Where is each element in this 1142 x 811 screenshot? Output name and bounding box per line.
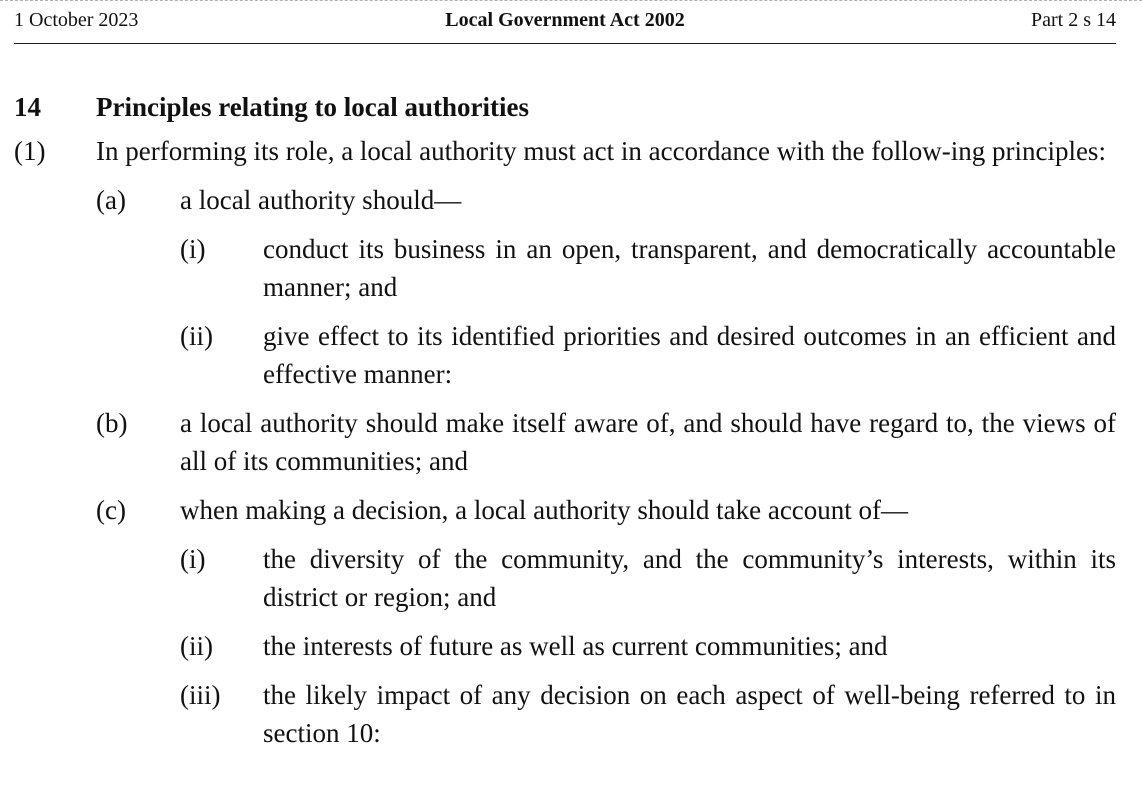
- header-reference: Part 2 s 14: [1031, 9, 1116, 31]
- paragraph-text: a local authority should—: [180, 185, 462, 215]
- subparagraph-text: conduct its business in an open, transparent, and democratically accountable manner; and: [263, 234, 1116, 302]
- subparagraph-label: (iii): [180, 680, 221, 710]
- subparagraph-c-ii: [14, 627, 1116, 665]
- subparagraph-label: (i): [180, 544, 206, 574]
- section-number: 14: [14, 92, 41, 122]
- subsection-label: (1): [14, 136, 46, 166]
- paragraph-a: [14, 181, 1116, 219]
- subparagraph-text: the diversity of the community, and the community’s interests, within its district or region; and: [263, 544, 1116, 612]
- running-header: [14, 6, 1116, 34]
- subparagraph-c-iii: [14, 676, 1116, 752]
- section-heading: [14, 88, 1116, 132]
- subparagraph-text: the interests of future as well as current communities; and: [263, 631, 888, 661]
- subparagraph-a-ii: [14, 317, 1116, 393]
- paragraph-b: [14, 404, 1116, 480]
- paragraph-label: (c): [96, 495, 126, 525]
- subparagraph-label: (ii): [180, 631, 213, 661]
- section-body: [14, 88, 1116, 752]
- subparagraph-text: give effect to its identified priorities and desired outcomes in an efficient and effective manner:: [263, 321, 1116, 389]
- header-act-title: Local Government Act 2002: [445, 9, 685, 31]
- header-date: 1 October 2023: [14, 9, 139, 31]
- section-title: Principles relating to local authorities: [96, 92, 529, 122]
- subparagraph-text: the likely impact of any decision on each aspect of well-being referred to in section 10:: [263, 680, 1116, 748]
- paragraph-c: [14, 491, 1116, 529]
- paragraph-label: (b): [96, 408, 128, 438]
- subsection-text: In performing its role, a local authority must act in accordance with the follow-ing principles:: [96, 136, 1106, 166]
- header-divider: [14, 43, 1116, 44]
- paragraph-label: (a): [96, 185, 126, 215]
- paragraph-text: when making a decision, a local authority should take account of—: [180, 495, 909, 525]
- subparagraph-label: (ii): [180, 321, 213, 351]
- page-top-edge: [0, 0, 1142, 1]
- paragraph-text: a local authority should make itself aware of, and should have regard to, the views of all of its communities; and: [180, 408, 1116, 476]
- subparagraph-c-i: [14, 540, 1116, 616]
- subparagraph-label: (i): [180, 234, 206, 264]
- subsection-1: [14, 132, 1116, 170]
- subparagraph-a-i: [14, 230, 1116, 306]
